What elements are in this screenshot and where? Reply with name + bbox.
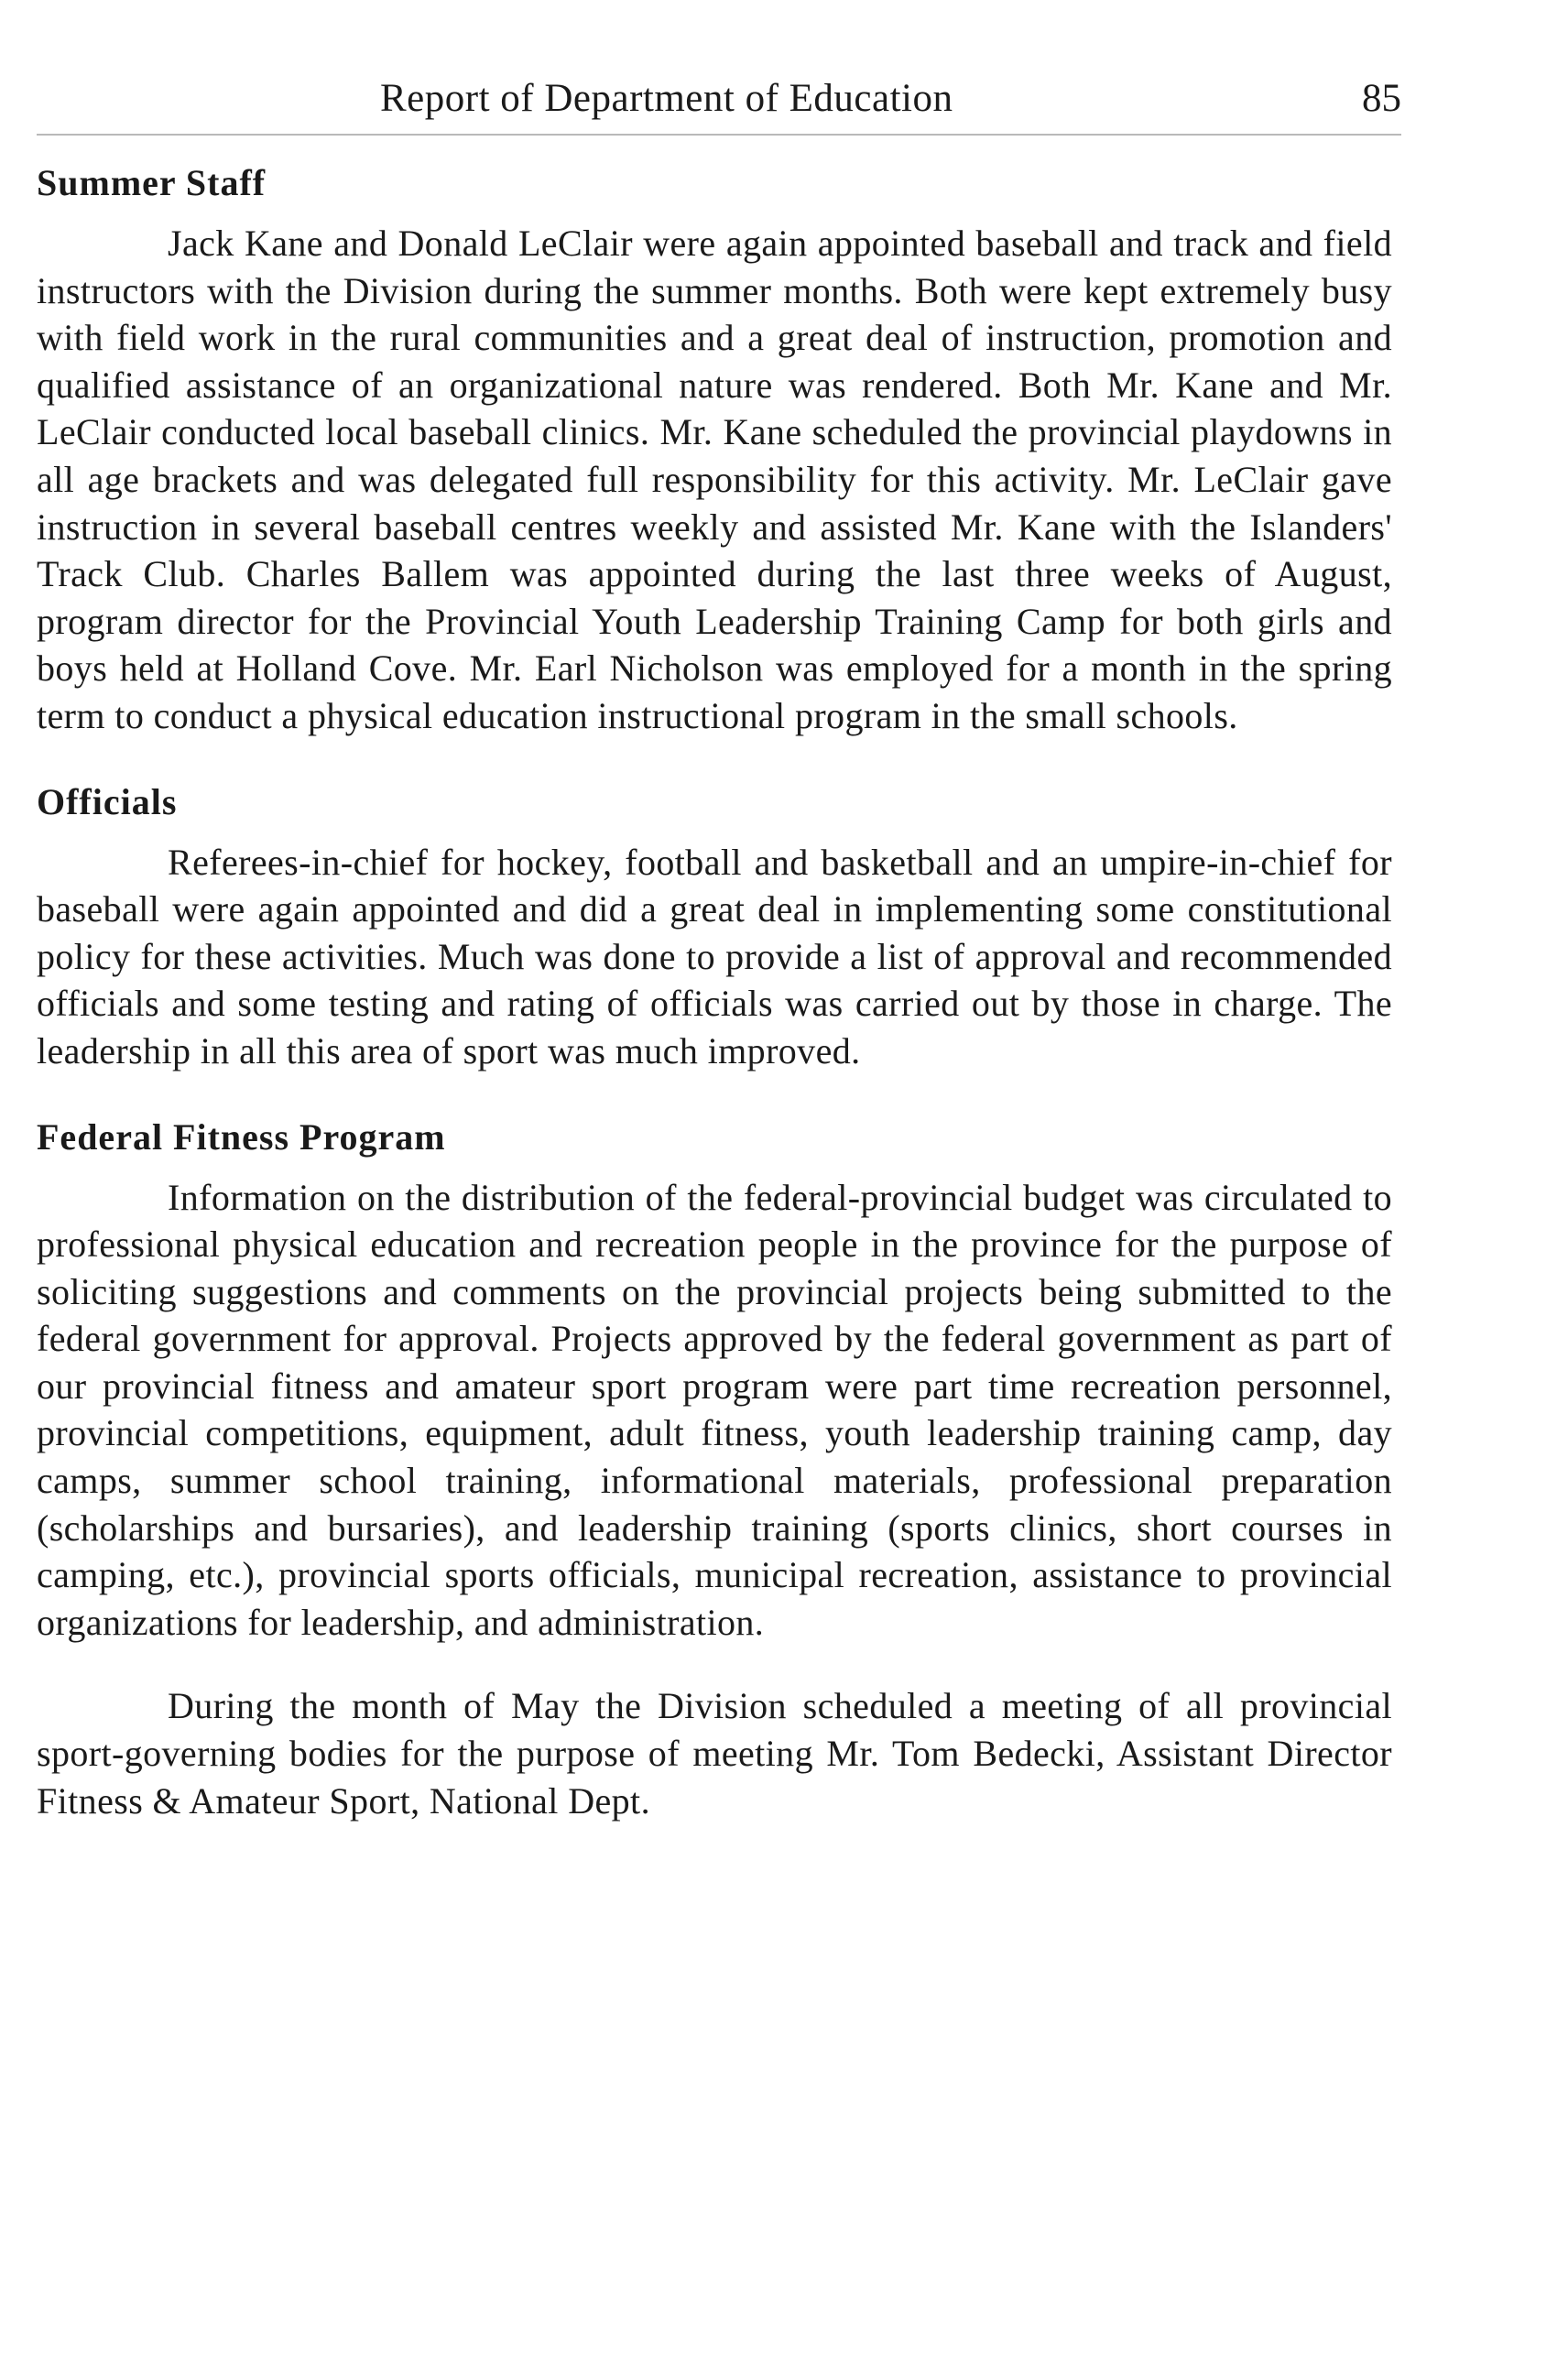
section-heading: Summer Staff bbox=[37, 162, 267, 203]
section-summer-staff bbox=[37, 147, 1392, 740]
paragraph: Jack Kane and Donald LeClair were again appointed baseball and track and field instructors with the Division during the summer months. Both were kept extremely busy with field work in the rural communities and a great deal of instruction, promotion and qualified assistance of an organizational nature was rendered. Both Mr. Kane and Mr. LeClair conducted local baseball clinics. Mr. Kane scheduled the provincial playdowns in all age brackets and was delegated full responsibility for this activity. Mr. LeClair gave instruction in several baseball centres weekly and assisted Mr. Kane with the Islanders' Track Club. Charles Ballem was appointed during the last three weeks of August, program director for the Provincial Youth Leadership Training Camp for both girls and boys held at Holland Cove. Mr. Earl Nicholson was employed for a month in the spring term to conduct a physical education instructional program in the small schools. bbox=[37, 223, 1392, 736]
section-heading: Officials bbox=[37, 780, 178, 822]
paragraph: Information on the distribution of the federal-provincial budget was circulated to professional physical education and recreation people in the province for the purpose of soliciting suggestions and comments on the provincial projects being submitted to the federal government for approval. Projects approved by the federal government as part of our provincial fitness and amateur sport program were part time recreation personnel, provincial competitions, equipment, adult fitness, youth leadership training camp, day camps, summer school training, informational materials, professional preparation (scholarships and bursaries), and leadership training (sports clinics, short courses in camping, etc.), provincial sports officials, municipal recreation, assistance to provincial organizations for leadership, and administration. bbox=[37, 1176, 1392, 1643]
header-rule bbox=[37, 134, 1401, 136]
section-officials bbox=[37, 766, 1392, 1075]
page-number: 85 bbox=[1362, 77, 1401, 120]
paragraph: During the month of May the Division scheduled a meeting of all provincial sport-governing bodies for the purpose of meeting Mr. Tom Bedecki, Assistant Director Fitness & Amateur Sport, National Dept. bbox=[37, 1685, 1392, 1822]
section-body bbox=[37, 839, 1392, 1075]
page-content bbox=[37, 147, 1392, 1850]
section-heading: Federal Fitness Program bbox=[37, 1115, 446, 1158]
running-header bbox=[37, 71, 1401, 126]
section-body bbox=[37, 1174, 1392, 1825]
section-body bbox=[37, 220, 1392, 740]
running-title: Report of Department of Education bbox=[380, 77, 953, 120]
paragraph: Referees-in-chief for hockey, football and basketball and an umpire-in-chief for baseball were again appointed and did a great deal in implementing some constitutional policy for these activities. Much was done to provide a list of approval and recommended officials and some testing and rating of officials was carried out by those in charge. The leadership in all this area of sport was much improved. bbox=[37, 841, 1392, 1071]
section-federal-fitness-program bbox=[37, 1101, 1392, 1825]
